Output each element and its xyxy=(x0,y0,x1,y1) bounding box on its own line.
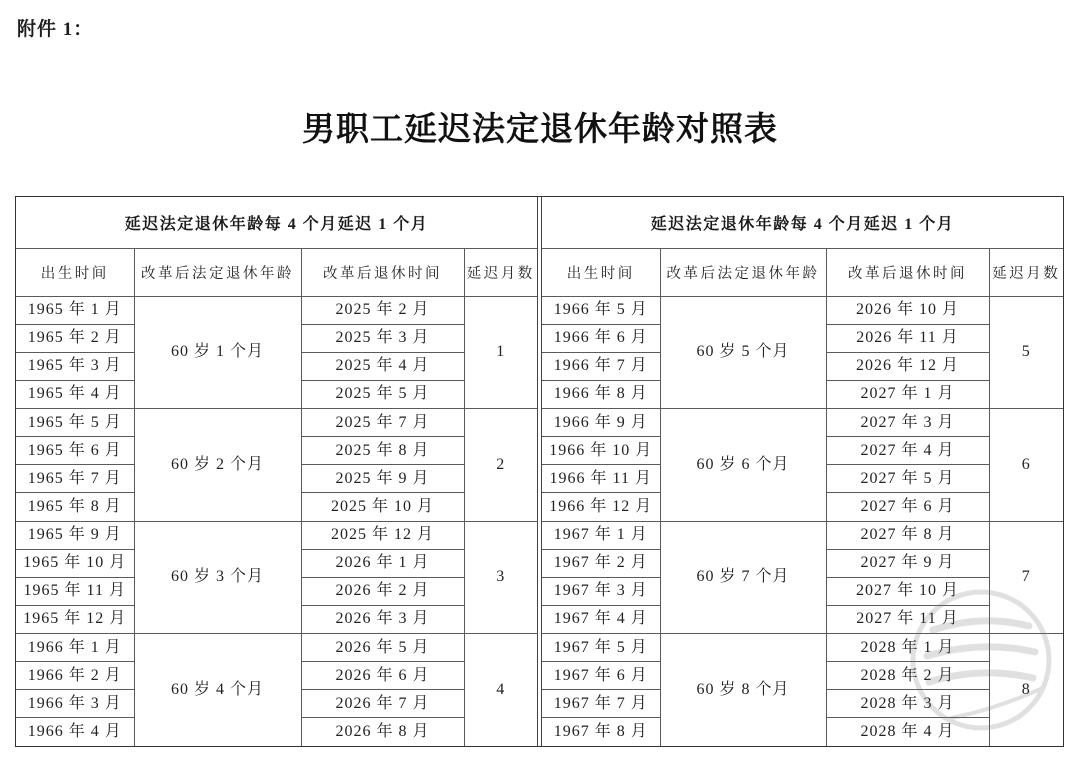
birth-date-cell: 1966 年 8 月 xyxy=(542,380,660,408)
retirement-date-cell: 2028 年 3 月 xyxy=(826,690,989,718)
birth-date-cell: 1966 年 10 月 xyxy=(542,437,660,465)
birth-date-cell: 1966 年 3 月 xyxy=(16,690,134,718)
retirement-date-cell: 2026 年 12 月 xyxy=(826,352,989,380)
retirement-date-cell: 2028 年 1 月 xyxy=(826,634,989,662)
comparison-table-frame xyxy=(15,196,1064,747)
table-row xyxy=(542,296,1063,324)
retirement-date-cell: 2027 年 10 月 xyxy=(826,577,989,605)
table-row xyxy=(16,634,537,662)
birth-date-cell: 1965 年 9 月 xyxy=(16,521,134,549)
retirement-date-cell: 2025 年 10 月 xyxy=(301,493,464,521)
delay-months-cell: 8 xyxy=(989,634,1063,747)
table-caption: 延迟法定退休年龄每 4 个月延迟 1 个月 xyxy=(16,197,537,248)
birth-date-cell: 1967 年 6 月 xyxy=(542,662,660,690)
birth-date-cell: 1965 年 12 月 xyxy=(16,605,134,633)
birth-date-cell: 1966 年 5 月 xyxy=(542,296,660,324)
retirement-date-cell: 2026 年 10 月 xyxy=(826,296,989,324)
birth-date-cell: 1966 年 7 月 xyxy=(542,352,660,380)
birth-date-cell: 1966 年 9 月 xyxy=(542,409,660,437)
retirement-date-cell: 2025 年 12 月 xyxy=(301,521,464,549)
retirement-age-cell: 60 岁 5 个月 xyxy=(660,296,826,409)
retirement-date-cell: 2025 年 7 月 xyxy=(301,409,464,437)
birth-date-cell: 1965 年 10 月 xyxy=(16,549,134,577)
table-row xyxy=(16,296,537,324)
table-row xyxy=(16,409,537,437)
table-caption: 延迟法定退休年龄每 4 个月延迟 1 个月 xyxy=(542,197,1063,248)
retirement-date-cell: 2027 年 5 月 xyxy=(826,465,989,493)
header-retirement-age: 改革后法定退休年龄 xyxy=(660,248,826,296)
retirement-date-cell: 2027 年 3 月 xyxy=(826,409,989,437)
table-body xyxy=(542,296,1063,746)
delay-months-cell: 2 xyxy=(464,409,537,522)
birth-date-cell: 1965 年 11 月 xyxy=(16,577,134,605)
birth-date-cell: 1965 年 6 月 xyxy=(16,437,134,465)
retirement-date-cell: 2027 年 9 月 xyxy=(826,549,989,577)
header-birth-date: 出生时间 xyxy=(16,248,134,296)
comparison-table-left xyxy=(16,197,537,746)
delay-months-cell: 1 xyxy=(464,296,537,409)
retirement-date-cell: 2026 年 11 月 xyxy=(826,324,989,352)
birth-date-cell: 1967 年 5 月 xyxy=(542,634,660,662)
header-retirement-date: 改革后退休时间 xyxy=(301,248,464,296)
retirement-date-cell: 2028 年 4 月 xyxy=(826,718,989,746)
delay-months-cell: 3 xyxy=(464,521,537,634)
retirement-date-cell: 2027 年 8 月 xyxy=(826,521,989,549)
table-body xyxy=(16,296,537,746)
birth-date-cell: 1965 年 8 月 xyxy=(16,493,134,521)
table-row xyxy=(542,521,1063,549)
birth-date-cell: 1965 年 7 月 xyxy=(16,465,134,493)
header-retirement-age: 改革后法定退休年龄 xyxy=(134,248,301,296)
retirement-age-cell: 60 岁 6 个月 xyxy=(660,409,826,522)
retirement-date-cell: 2025 年 9 月 xyxy=(301,465,464,493)
table-row xyxy=(542,634,1063,662)
retirement-date-cell: 2026 年 2 月 xyxy=(301,577,464,605)
delay-months-cell: 4 xyxy=(464,634,537,747)
retirement-date-cell: 2027 年 11 月 xyxy=(826,605,989,633)
table-row xyxy=(16,521,537,549)
retirement-date-cell: 2027 年 6 月 xyxy=(826,493,989,521)
birth-date-cell: 1966 年 12 月 xyxy=(542,493,660,521)
header-retirement-date: 改革后退休时间 xyxy=(826,248,989,296)
birth-date-cell: 1966 年 4 月 xyxy=(16,718,134,746)
retirement-date-cell: 2027 年 4 月 xyxy=(826,437,989,465)
delay-months-cell: 5 xyxy=(989,296,1063,409)
retirement-date-cell: 2026 年 5 月 xyxy=(301,634,464,662)
birth-date-cell: 1966 年 1 月 xyxy=(16,634,134,662)
birth-date-cell: 1967 年 2 月 xyxy=(542,549,660,577)
header-row xyxy=(16,248,537,296)
retirement-age-cell: 60 岁 7 个月 xyxy=(660,521,826,634)
retirement-date-cell: 2027 年 1 月 xyxy=(826,380,989,408)
retirement-date-cell: 2025 年 4 月 xyxy=(301,352,464,380)
delay-months-cell: 7 xyxy=(989,521,1063,634)
header-row xyxy=(542,248,1063,296)
birth-date-cell: 1966 年 11 月 xyxy=(542,465,660,493)
comparison-table-right xyxy=(542,197,1063,746)
birth-date-cell: 1967 年 1 月 xyxy=(542,521,660,549)
retirement-date-cell: 2026 年 1 月 xyxy=(301,549,464,577)
attachment-label: 附件 1： xyxy=(17,19,94,40)
birth-date-cell: 1967 年 8 月 xyxy=(542,718,660,746)
retirement-date-cell: 2028 年 2 月 xyxy=(826,662,989,690)
retirement-date-cell: 2026 年 7 月 xyxy=(301,690,464,718)
retirement-age-cell: 60 岁 2 个月 xyxy=(134,409,301,522)
retirement-date-cell: 2025 年 2 月 xyxy=(301,296,464,324)
birth-date-cell: 1967 年 4 月 xyxy=(542,605,660,633)
caption-row xyxy=(16,197,537,248)
delay-months-cell: 6 xyxy=(989,409,1063,522)
birth-date-cell: 1967 年 3 月 xyxy=(542,577,660,605)
birth-date-cell: 1965 年 4 月 xyxy=(16,380,134,408)
retirement-age-cell: 60 岁 1 个月 xyxy=(134,296,301,409)
retirement-date-cell: 2026 年 3 月 xyxy=(301,605,464,633)
retirement-date-cell: 2025 年 3 月 xyxy=(301,324,464,352)
birth-date-cell: 1965 年 2 月 xyxy=(16,324,134,352)
birth-date-cell: 1966 年 2 月 xyxy=(16,662,134,690)
header-birth-date: 出生时间 xyxy=(542,248,660,296)
retirement-age-cell: 60 岁 8 个月 xyxy=(660,634,826,747)
document-title: 男职工延迟法定退休年龄对照表 xyxy=(302,112,778,148)
retirement-age-cell: 60 岁 3 个月 xyxy=(134,521,301,634)
birth-date-cell: 1967 年 7 月 xyxy=(542,690,660,718)
retirement-age-cell: 60 岁 4 个月 xyxy=(134,634,301,747)
table-row xyxy=(542,409,1063,437)
retirement-date-cell: 2026 年 8 月 xyxy=(301,718,464,746)
retirement-date-cell: 2025 年 8 月 xyxy=(301,437,464,465)
birth-date-cell: 1965 年 5 月 xyxy=(16,409,134,437)
retirement-date-cell: 2026 年 6 月 xyxy=(301,662,464,690)
birth-date-cell: 1966 年 6 月 xyxy=(542,324,660,352)
birth-date-cell: 1965 年 3 月 xyxy=(16,352,134,380)
retirement-date-cell: 2025 年 5 月 xyxy=(301,380,464,408)
header-delay-months: 延迟月数 xyxy=(464,248,537,296)
header-delay-months: 延迟月数 xyxy=(989,248,1063,296)
birth-date-cell: 1965 年 1 月 xyxy=(16,296,134,324)
caption-row xyxy=(542,197,1063,248)
